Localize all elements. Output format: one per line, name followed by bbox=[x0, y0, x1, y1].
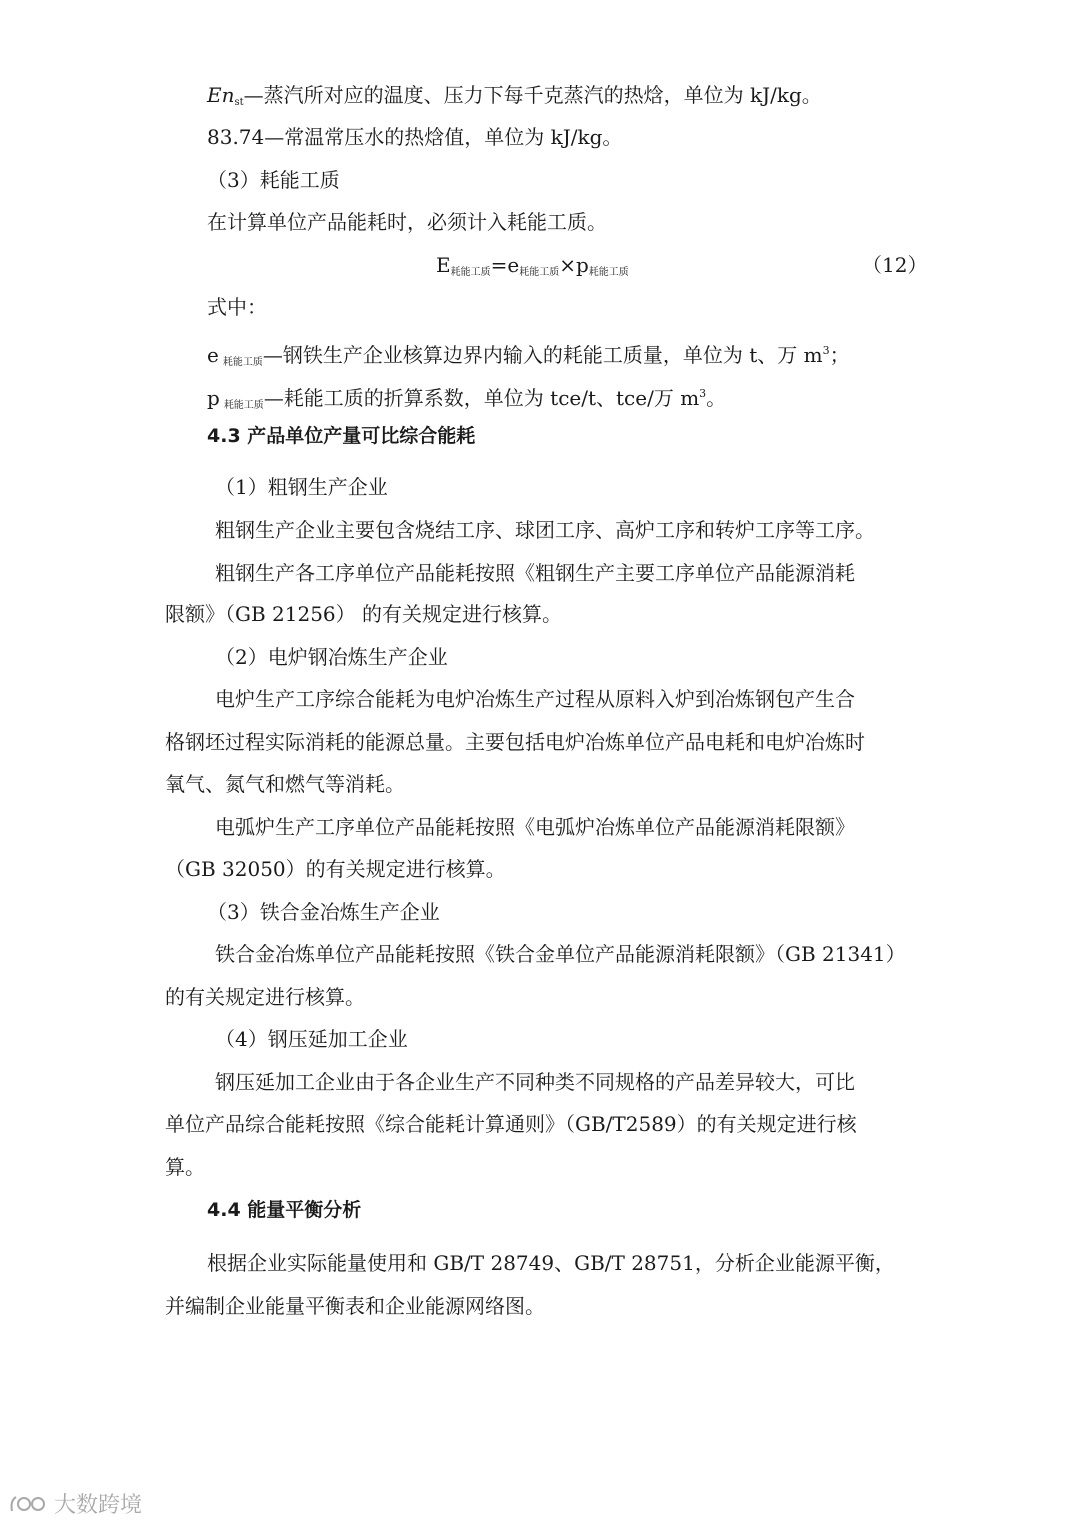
e-definition bbox=[207, 338, 850, 376]
en-definition bbox=[207, 82, 822, 116]
section43-title: 4.3 产品单位产量可比综合能耗 bbox=[207, 425, 476, 447]
e-subscript: 耗能工质 bbox=[222, 357, 263, 368]
e-text: —钢铁生产企业核算边界内输入的耗能工质量，单位为 t、万 m bbox=[262, 343, 823, 367]
item4-heading: （4）钢压延加工企业 bbox=[215, 1027, 408, 1051]
item4-paragraph1-line3: 算。 bbox=[165, 1155, 205, 1179]
p-end: 。 bbox=[706, 386, 727, 410]
e-end: ； bbox=[829, 343, 850, 367]
p-subscript: 耗能工质 bbox=[223, 400, 264, 411]
p-symbol: p bbox=[207, 386, 220, 410]
eq-sub-2: 耗能工质 bbox=[519, 267, 560, 278]
water-definition: 83.74—常温常压水的热焓值，单位为 kJ/kg。 bbox=[207, 125, 623, 149]
section3-intro: 在计算单位产品能耗时，必须计入耗能工质。 bbox=[207, 210, 607, 234]
p-superscript: 3 bbox=[699, 387, 707, 400]
item1-paragraph2-line1: 粗钢生产各工序单位产品能耗按照《粗钢生产主要工序单位产品能源消耗 bbox=[215, 561, 855, 585]
section44-paragraph-line1: 根据企业实际能量使用和 GB/T 28749、GB/T 28751，分析企业能源平衡， bbox=[207, 1251, 895, 1275]
en-text: —蒸汽所对应的温度、压力下每千克蒸汽的热焓，单位为 kJ/kg。 bbox=[243, 83, 822, 107]
e-symbol: e bbox=[207, 343, 219, 367]
item3-paragraph1-line1: 铁合金冶炼单位产品能耗按照《铁合金单位产品能源消耗限额》（GB 21341） bbox=[215, 942, 906, 966]
item1-paragraph1: 粗钢生产企业主要包含烧结工序、球团工序、高炉工序和转炉工序等工序。 bbox=[215, 518, 875, 542]
equation-number: （12） bbox=[862, 253, 928, 277]
item4-paragraph1-line2: 单位产品综合能耗按照《综合能耗计算通则》（GB/T2589）的有关规定进行核 bbox=[165, 1112, 857, 1136]
item2-paragraph1-line1: 电炉生产工序综合能耗为电炉冶炼生产过程从原料入炉到冶炼钢包产生合 bbox=[215, 687, 855, 711]
watermark-text: 大数跨境 bbox=[54, 1493, 143, 1518]
watermark-logo-icon bbox=[8, 1491, 48, 1517]
en-subscript: st bbox=[234, 97, 244, 108]
item2-paragraph1-line2: 格钢坯过程实际消耗的能源总量。主要包括电炉冶炼单位产品电耗和电炉冶炼时 bbox=[165, 730, 865, 754]
eq-sub-1: 耗能工质 bbox=[450, 267, 491, 278]
equation-12 bbox=[436, 252, 629, 286]
p-text: —耗能工质的折算系数，单位为 tce/t、tce/万 m bbox=[263, 386, 700, 410]
item3-paragraph1-line2: 的有关规定进行核算。 bbox=[165, 985, 365, 1009]
watermark bbox=[8, 1488, 142, 1519]
eq-equals: =e bbox=[490, 253, 520, 277]
item2-paragraph1-line3: 氧气、氮气和燃气等消耗。 bbox=[165, 772, 405, 796]
item4-paragraph1-line1: 钢压延加工企业由于各企业生产不同种类不同规格的产品差异较大，可比 bbox=[215, 1070, 855, 1094]
eq-times: ×p bbox=[559, 253, 589, 277]
section44-paragraph-line2: 并编制企业能量平衡表和企业能源网络图。 bbox=[165, 1294, 545, 1318]
where-label: 式中： bbox=[207, 295, 267, 319]
item2-heading: （2）电炉钢冶炼生产企业 bbox=[215, 645, 448, 669]
item1-paragraph2-line2: 限额》（GB 21256） 的有关规定进行核算。 bbox=[165, 602, 563, 626]
e-superscript: 3 bbox=[822, 344, 830, 357]
item2-paragraph2-line2: （GB 32050）的有关规定进行核算。 bbox=[165, 857, 506, 881]
eq-sub-3: 耗能工质 bbox=[588, 267, 629, 278]
item1-heading: （1）粗钢生产企业 bbox=[215, 475, 388, 499]
section3-heading: （3）耗能工质 bbox=[207, 168, 340, 192]
item3-heading: （3）铁合金冶炼生产企业 bbox=[207, 900, 440, 924]
p-definition bbox=[207, 381, 726, 419]
item2-paragraph2-line1: 电弧炉生产工序单位产品能耗按照《电弧炉冶炼单位产品能源消耗限额》 bbox=[215, 815, 855, 839]
eq-E: E bbox=[436, 253, 451, 277]
section44-title: 4.4 能量平衡分析 bbox=[207, 1199, 362, 1221]
en-symbol: En bbox=[207, 83, 235, 107]
